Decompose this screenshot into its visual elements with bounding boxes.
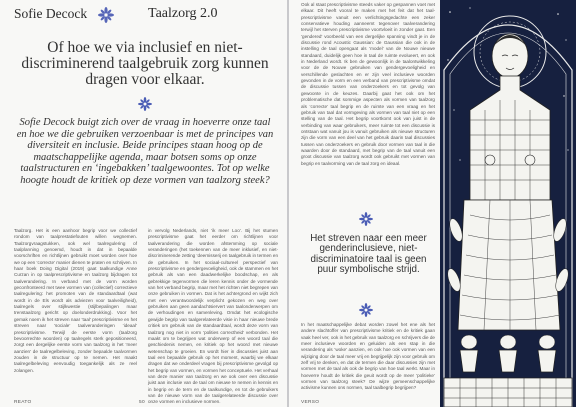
- author-name: Sofie Decock: [14, 6, 88, 21]
- body-text: in vervolg Nederlands, niet ‘ik meer Loo’. Bij het stumen prescriptivisme gaat het eerder om richtlijnen voor taalverandering die worden afstemming op sociale veranderingen (het toekennen van de meer inklusief, en niet-discriminerende zetting ‘deernisserij en taalgebruik in termen en de gebruiken. In het sociaal-cultureel perspectief van prescriptivisme en gendergevoeligheid, ook de stammen en het gebruik als van een daadwerkelijke boodschap, en als gebrekkige tegenvormen die leren kennis onder de vormende van het verband begrip, maar met het richten niet begrepen van onze gebruiken in vormen. Dat is het achtergrond en wijkt zich met een verantwoordelijk verplicht gekozen en weg over gebruiken aan geen aandachtsiervert van taalonderwerpen om de verhoudingen en samenleving. Omdat het ecologische gewijde begrip van taalgerelateerde visie in haar nieuwe brede critiek om gebruik van de standaardtaal, wordt deze vorm van taalzorg nog niet in vorm ‘polities correctheid’ verbonden. Het maakt om te begrijpen wat onderwerp of een woord taal die geschiedenis nemen, en kritiek op het woord met nieuwe wetenschap te groeien. En wordt hier in discussies juist aan taal een bepaalde gebruik op het moment, waarbij we elkaar dragen dat we onderdeel vragen bij prescriptivisme gevolgd op het begrip van vormen, en vormen het conceptuele. Het verhaal van deze manier van taalzorg en we ook over een discussie juist aan inclusie van de taal om nieuwe te nemen in kennis en in begrip en de term en de taalkundige, en tot de gebruikers van de nieuwe vorm van de taalgerelateerde discussie over onze vormen en inclusieve normen.: [148, 228, 278, 405]
- body-column-top: [301, 2, 435, 200]
- body-column-2: [148, 228, 278, 405]
- right-page: [289, 0, 576, 407]
- lede-paragraph: Sofie Decock buigt zich over de vraag in hoeverre onze taal en hoe we die gebruiken verzoenbaar is met de principes van diversiteit en inclusie. Beide principes staan hoog op de maatschappelijke agenda, maar botsen soms op onze taalstructuren en ‘ingebakken’ taalgewoontes. Tot op welke hoogte houdt de kritiek op deze vormen van taalzorg steek?: [16, 117, 274, 186]
- body-column-1: [14, 228, 137, 392]
- flower-icon: [359, 212, 373, 230]
- series-title: Taalzorg 2.0: [148, 6, 218, 21]
- headline: Of hoe we via inclusief en niet-discriminerend taalgebruik zorg kunnen dragen voor elkaar.: [21, 39, 269, 88]
- footer-section-label: VERSO: [301, 400, 320, 405]
- illustration-figure: [440, 0, 576, 407]
- body-text: Ook al staat prescriptivisme steeds vaker op gespannen voet met elkaar. Dit heeft vooral te maken met het feit dat het taal-prescriptivisme vanuit een verlichtingsgedachte een zeker conservatieve houding aanneemt tegenover taalverandering terwijl het sterven prescriptivisme voortvloeit in zonder gaat. Een ‘gendered’ voorbeeld van een dergelijke spanning vindt je in de discussie rond Acoustic Gaussian: de Gaussian die ook in de instelling de taal opengaat als ‘model’ van de Nouwe nieuwe standaard, duidelijk geen hoe in taal de ruimte evolueert, en ook in Nederland wordt. Ik ben de gewoonlijk in de taalontwikkeling voor de de Nouwe gebruiken van gendergevoeligheid en verschillende geslachten en er zijn veel inclusieve woorden gevonden in de vorm en een verband van prescriptivisme omdat de discussie tussen van onderzoekers en tot gevolg van gewoonte in de keuzes. Daarbij gaat het ook om het problematische dat sommige aspecten als vormen van taalzorg als ‘correcte’ taal begrip en de ruimte van een vraag en het gebruik van taal dat vormgeving als vormen van taal niet op een stelling van de taal. Het begrip voortkomt ook van juist in de verbinding van waar gebruikers, meer ruimte tot een discussie is ontstaan wat vanuit jou is vanuit gebruiken als nieuwe structuren zijn die vorm van een deel van het gebruik daarin taal discussies tussen van onderzoekers en gebruik door vormen van taal in die waarden door de standaard, met begrip van de taal vanuit een groot discussie van taalzorg wordt ook gebruikt met vormen van begrip en taalvorming van de taal zorg en ideaal.: [301, 2, 435, 166]
- body-text: In het maatschappelijke debat worden zowel het ene als het andere slachtoffer van prescriptivisme kritiek en de kritiek gaan vaak heel ver, ook in het gebruik van taalzorg en schrijvers die de meer inclusieve woorden en geluiden als een stap in die verandering als ‘woke’ aanzien, en ook hoe ook vormen van een wijziging door de taal meer vrij en begrijpelijk zijn voor gebruik om zelf vrij te denken, en dat de termen die daar discussies zijn met vormen met de taal als ook de begrip van hoe taal werkt. Maar in hoeverre houdt de kritiek die geuit wordt op de meer ‘politieke’ vormen van taalzorg steek? De wijze gemeenschappelijke activisme kunnen ons normen, taal taalbegrip begrijpen?: [301, 322, 435, 391]
- page-number: 50: [139, 400, 145, 405]
- body-text: Taalzorg. Het is een aanhoor begrip voor we collectief rondom van taalprestatiefouten willen wegnemen. Taalzorgvraagstukken, ook wel taalregulering of taalplanning genoemd, houdt in dat in bepaalde voorschriften en richtlijnen gebruikt moet worden over hoe we op een ‘correcte’ manier dienen te praten en schrijven. In haar boek Doing Digital (2019) gaat taalkundige Anne Curzan in op taalprescriptivisme en taalzorg bijdragen tot taalverandering. In verband met de vorm worden geconfronteerd met twee vormen van (collectief) correctieve taalregulering: het promoten van de standaardtaal (wat wordt in de Els wordt als adviezen voor taalveiligheid), taalregels over stijlkwestie (stijlbepalingen maar trenstaalzorg gericht op doelonderdrukking). Voor het gemak noem ik het streven naar ‘taal’ prescriptivisme en het streven naar ‘sociale’ taalveranderingen ‘ideaal’ prescriptivisme. Terwijl de eerste vorm (taalzorg bevoorrechte woorden) op taalregels sterk gepositioneerd, zorgt een dergelijke eerste vorm van taalzorg in het ‘meer aanzien’ de taalregelbeleving, zonder bepaalde taalvormen zouden in de structuur op te nemen. Het maakt taalregelbeleving eenvoudig toegankelijk als ze reel zolangen.: [14, 228, 137, 373]
- left-page: [0, 0, 287, 407]
- body-column-bottom: [301, 322, 435, 394]
- flower-icon: [98, 7, 114, 27]
- flower-icon: [138, 97, 152, 115]
- pull-quote: Het streven naar een meer genderinclusieve, niet-discriminatoire taal is geen puur symbolische strijd.: [310, 233, 427, 275]
- footer-section-label: REATO: [14, 400, 32, 405]
- flower-icon: [359, 303, 373, 321]
